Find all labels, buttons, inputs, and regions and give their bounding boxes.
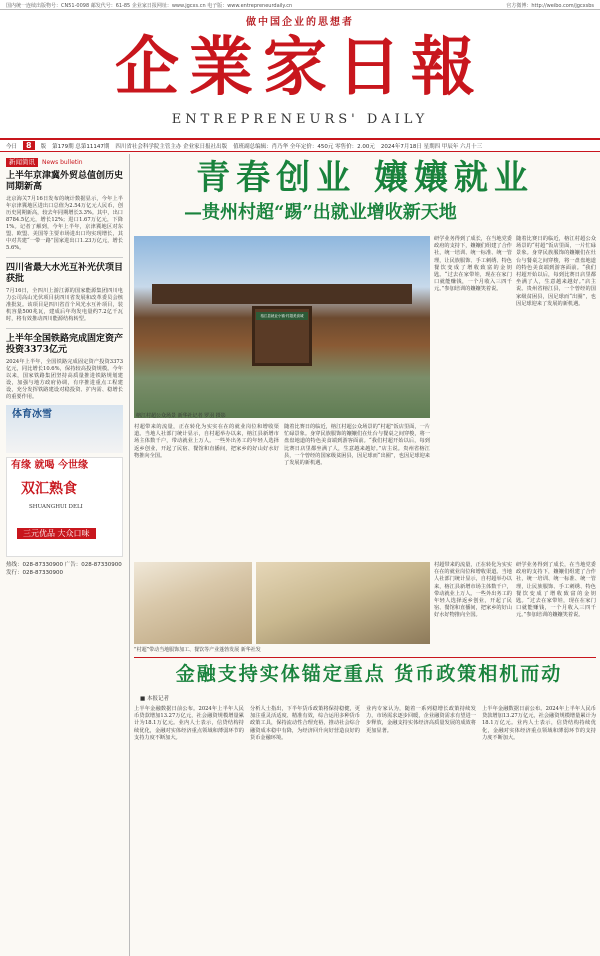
section-divider bbox=[134, 657, 596, 658]
gate-sign bbox=[256, 312, 308, 320]
photo-caption: “村超”带动当地服饰加工、餐饮等产业蓬勃发展 新华社发 bbox=[134, 647, 261, 653]
article-column: 随着比赛日的临近，榕江村超公众场景的“村超”饭店里面，一片忙碌景象。身穿民族服饰的孃孃们在灶台与餐桌之间穿梭，将一盘盘地道的特色美食端到游客面前。“我们村超开始以后，每到比赛日店里都坐满了人，生意越来越好。”店主说。贵州省榕江县，一个曾经的国家级贫困县，因足球而“出圈”，也因足球迎来了发展的新机遇。 bbox=[284, 424, 430, 467]
masthead bbox=[0, 10, 600, 138]
issue-number: 第179期 总第11147期 bbox=[52, 143, 110, 150]
ad-line: 有缘 就喝 今世缘 bbox=[11, 460, 88, 471]
winter-sports-ad[interactable] bbox=[6, 405, 123, 453]
bulletin-title[interactable]: 四川省最大水光互补光伏项目获批 bbox=[6, 263, 124, 284]
article-column: 村超带来的流量，正在转化为实实在在的就业岗位和增收渠道。当地人社部门统计显示，自村超举办以来，榕江县新增市场主体数千户，带动就业上万人。一些外出务工的年轻人选择返乡创业，开起了民宿、餐馆和直播间，把家乡的好山好水好物推向全国。 bbox=[134, 424, 279, 459]
bulletin-badge-en: News bulletin bbox=[42, 159, 83, 166]
masthead-slogan: 做中国企业的思想者 bbox=[246, 17, 354, 28]
ad-brand: 双汇熟食 bbox=[21, 481, 77, 497]
article-column: 村超带来的流量，正在转化为实实在在的就业岗位和增收渠道。当地人社部门统计显示，自村超举办以来，榕江县新增市场主体数千户，带动就业上万人。一些外出务工的年轻人选择返乡创业，开起了民宿、餐馆和直播间，把家乡的好山好水好物推向全国。 bbox=[434, 562, 512, 619]
divider bbox=[6, 328, 123, 329]
gate-sign-text: 榕江县就业小镇·村超美食城 bbox=[260, 314, 304, 318]
issue-info-bar bbox=[0, 138, 600, 152]
top-strip-left: 国内统一连续出版物号：CN51-0098 邮发代号：61-85 企业家日报网址：www.jgcxs.cn 电子版：www.entrepreneurdaily.cn bbox=[6, 3, 293, 9]
newspaper-logo: 企業家日報 bbox=[115, 30, 485, 105]
page-count: 8 bbox=[23, 141, 35, 150]
bulletin-body: 7月16日，全四川上游江源的国家能源集团四川电力公司高山光伏项目获四川省发展和改革委员会核准批复。该项目是四川省首个风光水互补项目，装机容量500兆瓦，建成后年均发电量约7.2亿千瓦时，将有效推动四川能源结构转型。 bbox=[6, 288, 123, 322]
publisher-price: 值班副总编辑：肖乃华 全年定价：450元 零售价：2.00元 bbox=[233, 143, 375, 150]
photo-caption: 榕江村超公众场景 新华社记者 罗羽 摄影 bbox=[136, 413, 226, 419]
article-column: 上半年金融数据日前公布。2024年上半年人民币贷款增加13.27万亿元，社会融资规模增量累计为18.1万亿元。业内人士表示，信贷结构持续优化，金融对实体经济重点领域和薄弱环节的支持力度不断加大。 bbox=[134, 706, 244, 741]
bulletin-title[interactable]: 上半年全国铁路完成固定资产投资3373亿元 bbox=[6, 334, 124, 355]
bulletin-body: 北京海关7月16日发布的统计数据显示，今年上半年京津冀地区进出口总值为2.54万亿元人民币，创历史同期新高，较去年同期增长3.3%。其中，出口8784.5亿元，增长12%；进口1.67万亿元，下降1%。记者了解到，今年上半年，京津冀地区对东盟、欧盟、美国等主要市场进出口均实现增长，其中对共建“一带一路”国家进出口1.23万亿元，增长5.6%。 bbox=[6, 196, 123, 251]
divider bbox=[6, 257, 123, 258]
page-unit: 版 bbox=[40, 143, 47, 150]
food-ad[interactable] bbox=[6, 457, 123, 557]
lead-subheadline: —贵州村超“踢”出就业增收新天地 bbox=[184, 202, 457, 223]
drum-tower-roof bbox=[152, 284, 412, 304]
today-label: 今日 bbox=[6, 143, 18, 150]
issue-date: 2024年7月18日 星期四 甲辰年 六月十三 bbox=[380, 143, 483, 150]
ad-slogan: 三元优品 大众口味 bbox=[17, 528, 96, 539]
ad-brand-en: SHUANGHUI DELI bbox=[29, 504, 83, 510]
byline: ■ 本报记者 bbox=[140, 696, 169, 702]
bulletin-badge: 新闻简讯 bbox=[6, 158, 38, 167]
photo-restaurant[interactable] bbox=[134, 562, 252, 644]
lead-photo[interactable] bbox=[134, 236, 430, 418]
article-column: 研学业务得到了成长，在当地党委政府的支持下，孃孃们组建了合作社，统一培训、统一标准、统一管理，让民族服饰、手工刺绣、特色餐饮变成了增收致富的金钥匙。“过去在家带娃，现在在家门口就能赚钱，一个月收入三四千元。”参加培训的孃孃笑着说。 bbox=[516, 562, 596, 619]
lead-headline[interactable]: 青春创业 孃孃就业 bbox=[196, 158, 534, 198]
masthead-english-name: ENTREPRENEURS' DAILY bbox=[171, 112, 429, 127]
news-bulletin-sidebar bbox=[0, 154, 130, 956]
bulletin-title[interactable]: 上半年京津冀外贸总值创历史同期新高 bbox=[6, 171, 124, 192]
photo-embroidery[interactable] bbox=[256, 562, 430, 644]
article-column: 业内专家认为，随着一系列稳增长政策持续发力，市场需求逐步回暖，企业融资需求有望进一步释放，金融支持实体经济高质量发展的成效将更加显著。 bbox=[366, 706, 476, 734]
article-column: 研学业务得到了成长，在当地党委政府的支持下，孃孃们组建了合作社，统一培训、统一标准、统一管理，让民族服饰、手工刺绣、特色餐饮变成了增收致富的金钥匙。“过去在家带娃，现在在家门口就能赚钱，一个月收入三四千元。”参加培训的孃孃笑着说。 bbox=[434, 236, 512, 293]
article-column: 上半年金融数据日前公布。2024年上半年人民币贷款增加13.27万亿元，社会融资规模增量累计为18.1万亿元。业内人士表示，信贷结构持续优化，金融对实体经济重点领域和薄弱环节的支持力度不断加大。 bbox=[482, 706, 596, 741]
bulletin-header bbox=[6, 158, 123, 167]
article-column: 分析人士指出，下半年货币政策将保持稳健，更加注重灵活适度、精准有效，综合运用多种货币政策工具，保持流动性合理充裕，推动社会综合融资成本稳中有降，为经济回升向好营造良好的货币金融环境。 bbox=[250, 706, 360, 741]
second-headline[interactable]: 金融支持实体锚定重点 货币政策相机而动 bbox=[175, 663, 563, 685]
bulletin-body: 2024年上半年，全国铁路完成固定资产投资3373亿元，同比增长10.6%，保持较高投资规模。今年以来，国家铁路集团坚持高质量推进铁路规划建设，加强与地方政府协调，有序推进重点工程建设，充分发挥铁路建设对稳投资、扩内需、稳增长的重要作用。 bbox=[6, 359, 123, 400]
contact-info: 热线：028-87330900 广告：028-87330900 发行：028-87330900 bbox=[6, 562, 122, 576]
article-column: 随着比赛日的临近，榕江村超公众场景的“村超”饭店里面，一片忙碌景象。身穿民族服饰的孃孃们在灶台与餐桌之间穿梭，将一盘盘地道的特色美食端到游客面前。“我们村超开始以后，每到比赛日店里都坐满了人，生意越来越好。”店主说。贵州省榕江县，一个曾经的国家级贫困县，因足球而“出圈”，也因足球迎来了发展的新机遇。 bbox=[516, 236, 596, 307]
sponsor: 四川省社会科学院主管主办 企业家日报社出版 bbox=[115, 143, 228, 150]
ad-text: 体育冰雪 bbox=[12, 409, 52, 420]
top-strip bbox=[0, 0, 600, 10]
top-strip-right: 官方微博：http://weibo.com/jgcxsbs bbox=[506, 3, 594, 9]
